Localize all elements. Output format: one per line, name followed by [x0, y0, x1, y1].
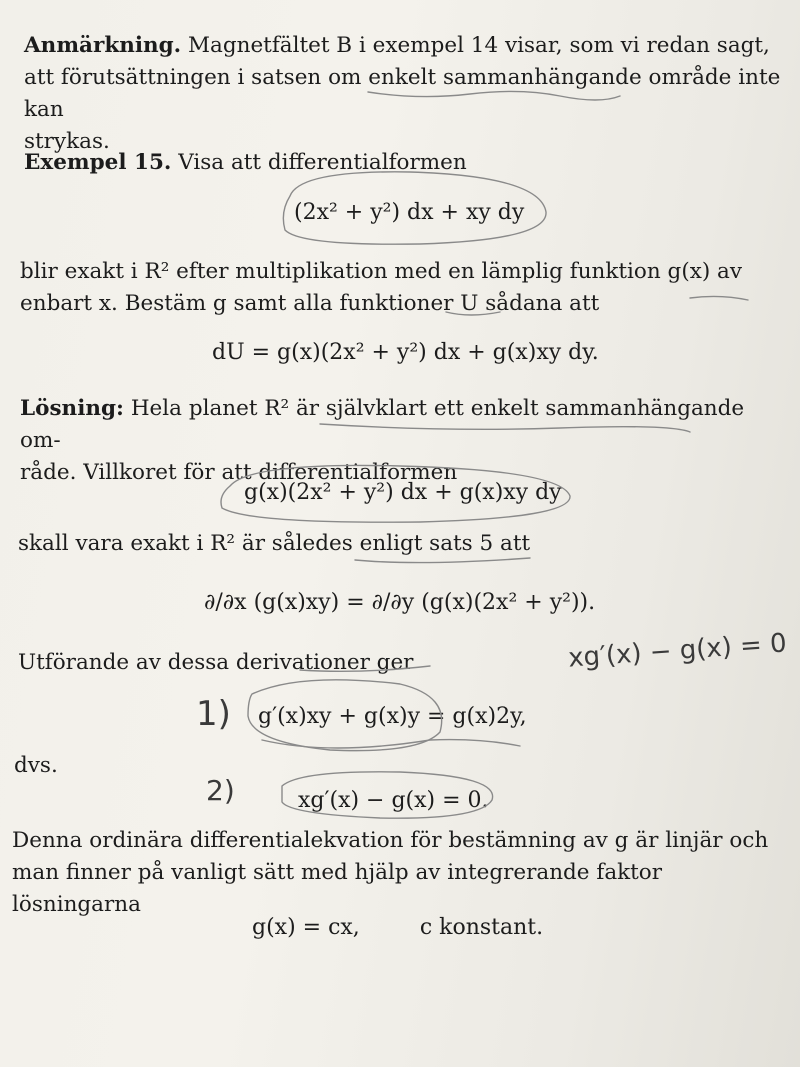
pencil-underline-U [446, 312, 500, 315]
solution-text-2: råde. Villkoret för att differentialformen [20, 460, 458, 485]
pencil-underline-2 [320, 424, 690, 432]
result-note: c konstant. [419, 915, 544, 940]
solution-text-5: Denna ordinära differentialekvation för bestämning av g är linjär och [12, 828, 769, 853]
form-equation-2: g(x)(2x² + y²) dx + g(x)xy dy [244, 480, 562, 505]
pencil-underline-1 [368, 91, 620, 100]
example-label: Exempel 15. [24, 150, 172, 175]
pencil-circle-form2 [221, 465, 570, 522]
solution-label: Lösning: [20, 396, 124, 421]
form-equation-1: (2x² + y²) dx + xy dy [294, 200, 525, 225]
example-text-1: blir exakt i R² efter multiplikation med en lämplig funktion g(x) av [20, 259, 743, 284]
remark-line-2: att förutsättningen i satsen om enkelt sammanhängande område inte kan [24, 65, 781, 122]
pencil-circle-form1 [283, 172, 546, 244]
solution-text-1: Hela planet R² är självklart ett enkelt sammanhängande om- [20, 396, 745, 453]
handwritten-mark-1: 1) [196, 694, 231, 734]
solution-text-4: Utförande av dessa derivationer ger [18, 650, 414, 675]
pencil-scribble [262, 740, 520, 748]
pencil-underline-3 [355, 558, 530, 563]
pencil-underline-gx [690, 296, 748, 300]
step2-equation: xg′(x) − g(x) = 0. [298, 788, 489, 813]
remark-line-3: strykas. [24, 129, 110, 154]
remark-text-1: Magnetfältet B i exempel 14 visar, som vi redan sagt, [188, 33, 770, 58]
partial-derivative-equation: ∂/∂x (g(x)xy) = ∂/∂y (g(x)(2x² + y²)). [204, 590, 596, 615]
solution-text-6: man finner på vanligt sätt med hjälp av integrerande faktor lösningarna [12, 860, 663, 917]
result-formula: g(x) = cx, [252, 915, 360, 940]
remark-label: Anmärkning. [24, 33, 182, 58]
dU-equation: dU = g(x)(2x² + y²) dx + g(x)xy dy. [212, 340, 599, 365]
step1-equation: g′(x)xy + g(x)y = g(x)2y, [258, 704, 527, 729]
dvs-text: dvs. [14, 753, 58, 778]
solution-text-3: skall vara exakt i R² är således enligt sats 5 att [18, 531, 531, 556]
pencil-circle-step2 [282, 772, 493, 818]
example-intro: Visa att differentialformen [178, 150, 467, 175]
pencil-circle-step1 [248, 680, 442, 751]
example-text-2: enbart x. Bestäm g samt alla funktioner U sådana att [20, 291, 600, 316]
handwritten-mark-2: 2) [206, 774, 235, 807]
handwritten-margin-note: xg′(x) − g(x) = 0 [567, 628, 788, 674]
pencil-underline-4 [300, 666, 430, 671]
